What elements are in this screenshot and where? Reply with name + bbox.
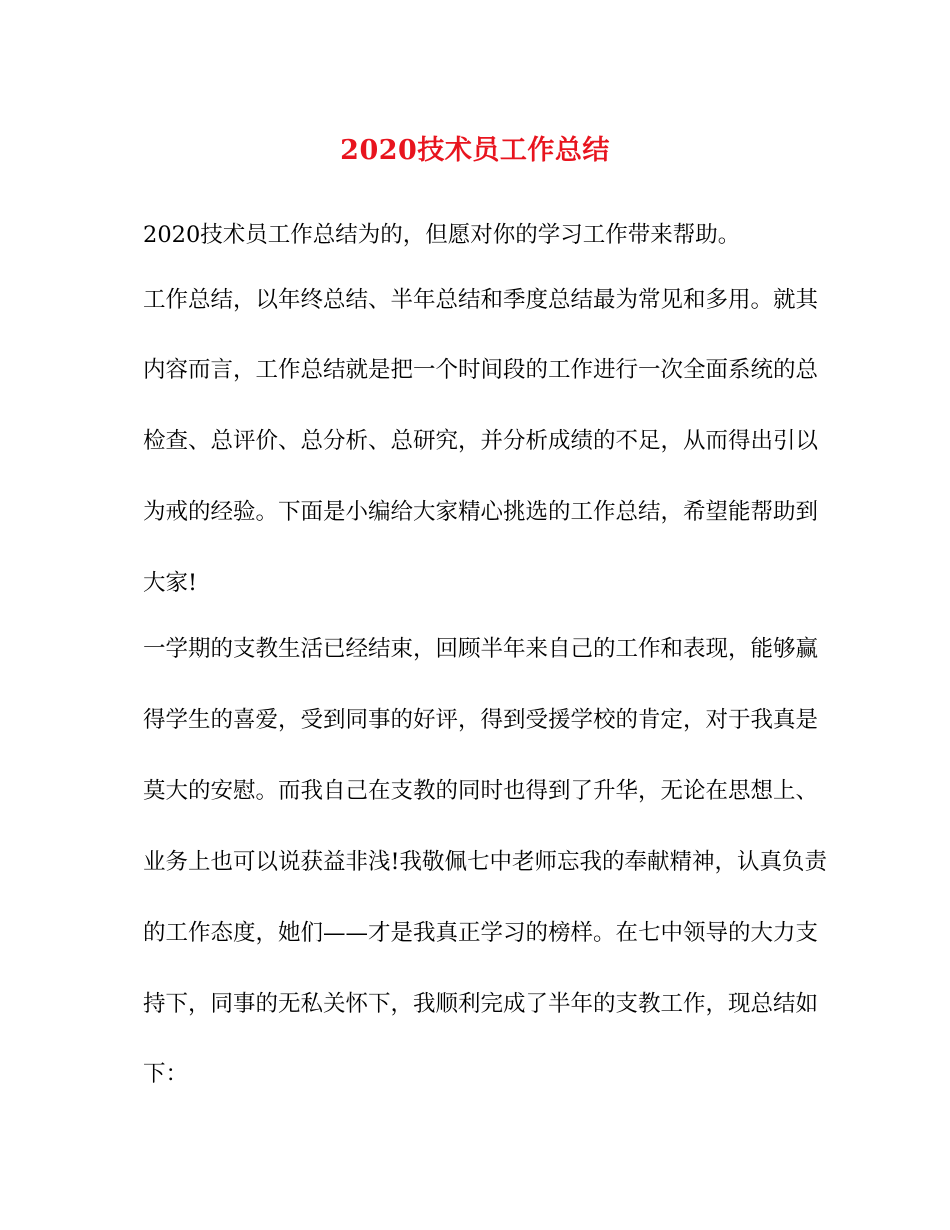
body-line: 下： [143,1061,189,1087]
body-line: 莫大的安慰。而我自己在支教的同时也得到了升华，无论在思想上、 [143,778,819,804]
body-line: 检查、总评价、总分析、总研究，并分析成绩的不足，从而得出引以 [143,428,819,454]
document-title: 2020技术员工作总结 [340,135,610,166]
body-line: 工作总结，以年终总结、半年总结和季度总结最为常见和多用。就其 [143,287,819,313]
body-line: 业务上也可以说获益非浅!我敬佩七中老师忘我的奉献精神，认真负责 [143,849,828,875]
body-line: 大家! [143,570,198,596]
body-line: 得学生的喜爱，受到同事的好评，得到受援学校的肯定，对于我真是 [143,707,819,733]
body-line: 内容而言，工作总结就是把一个时间段的工作进行一次全面系统的总 [143,357,819,383]
body-line: 的工作态度，她们——才是我真正学习的榜样。在七中领导的大力支 [143,920,819,946]
body-line: 为戒的经验。下面是小编给大家精心挑选的工作总结，希望能帮助到 [143,499,819,525]
body-line: 持下，同事的无私关怀下，我顺利完成了半年的支教工作，现总结如 [143,991,819,1017]
body-line: 2020技术员工作总结为的，但愿对你的学习工作带来帮助。 [143,222,741,248]
body-line: 一学期的支教生活已经结束，回顾半年来自己的工作和表现，能够赢 [143,636,819,662]
